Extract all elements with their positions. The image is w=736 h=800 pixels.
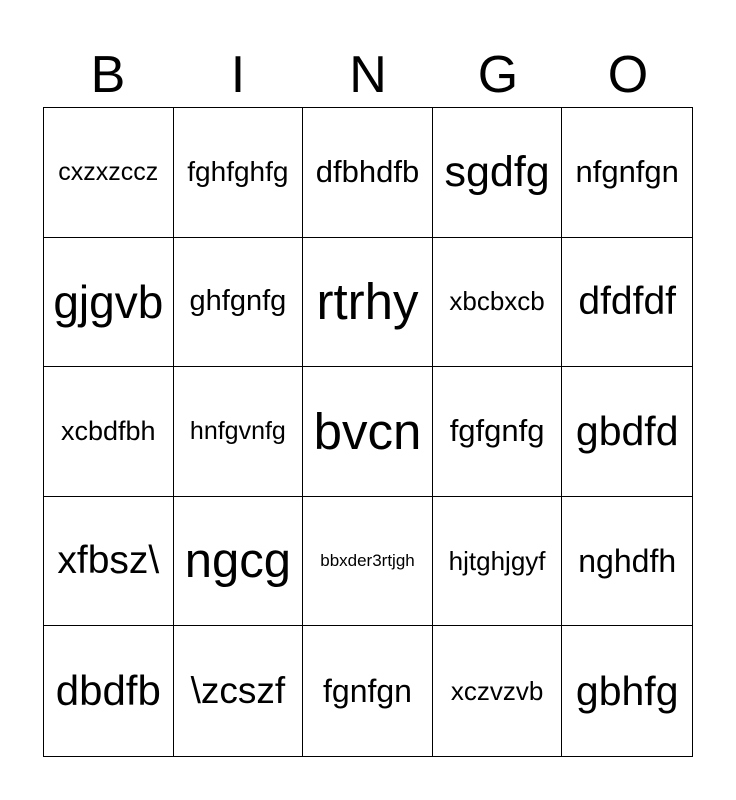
bingo-cell: fgnfgn: [303, 626, 433, 756]
bingo-cell: xfbsz\: [44, 497, 174, 627]
bingo-cell: nghdfh: [562, 497, 692, 627]
bingo-cell: dbdfb: [44, 626, 174, 756]
header-letter-n: N: [349, 46, 387, 104]
header-letter-b: B: [90, 46, 126, 104]
header-letter-g: G: [477, 46, 519, 104]
bingo-cell: hjtghjgyf: [433, 497, 563, 627]
bingo-cell: dfdfdf: [562, 238, 692, 368]
header-letter-i: I: [230, 46, 246, 104]
bingo-cell: hnfgvnfg: [174, 367, 304, 497]
bingo-cell: rtrhy: [303, 238, 433, 368]
bingo-cell: xcbdfbh: [44, 367, 174, 497]
bingo-cell: ghfgnfg: [174, 238, 304, 368]
bingo-header: [43, 42, 693, 108]
bingo-cell: xczvzvb: [433, 626, 563, 756]
bingo-cell: dfbhdfb: [303, 108, 433, 238]
bingo-cell: \zcszf: [174, 626, 304, 756]
bingo-cell: gjgvb: [44, 238, 174, 368]
bingo-cell: fgfgnfg: [433, 367, 563, 497]
bingo-cell: nfgnfgn: [562, 108, 692, 238]
header-letter-o: O: [607, 46, 649, 104]
bingo-cell: xbcbxcb: [433, 238, 563, 368]
bingo-cell: ngcg: [174, 497, 304, 627]
bingo-cell: gbhfg: [575, 667, 679, 714]
bingo-card: [43, 107, 693, 757]
bingo-cell: bbxder3rtjgh: [303, 497, 433, 627]
bingo-cell: fghfghfg: [174, 108, 304, 238]
bingo-cell: sgdfg: [433, 108, 563, 238]
bingo-cell: cxzxzccz: [44, 108, 174, 238]
bingo-cell: bvcn: [303, 367, 433, 497]
bingo-cell: gbdfd: [562, 367, 692, 497]
